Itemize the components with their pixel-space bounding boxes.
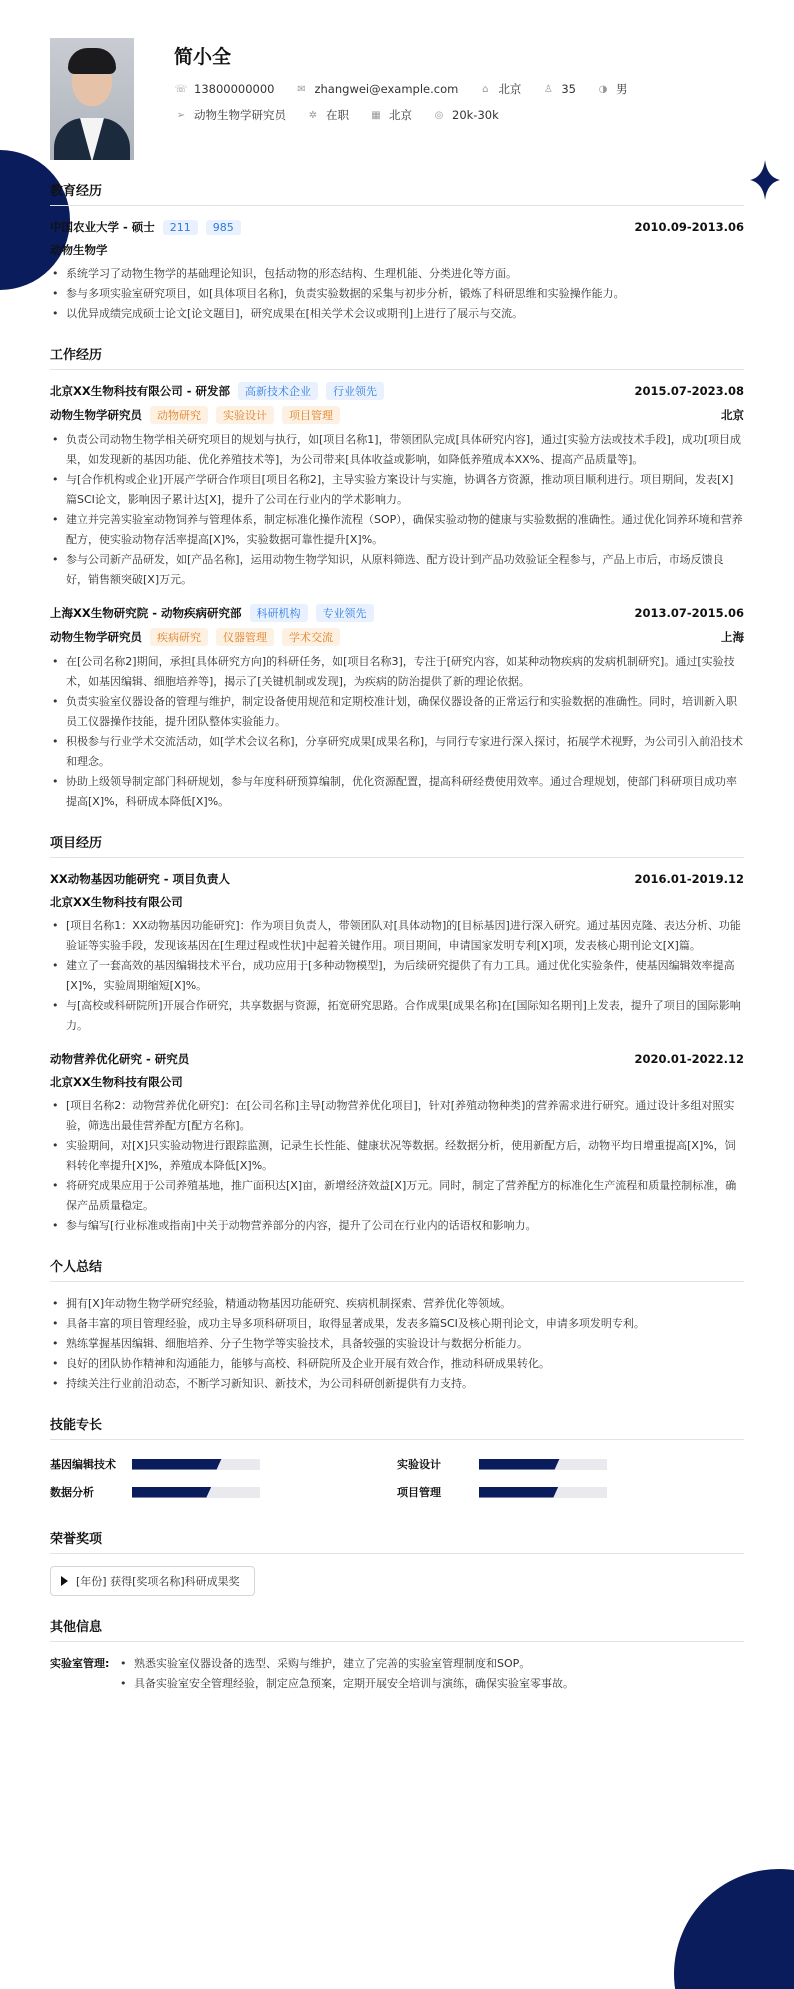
bullet-item: • 具备丰富的项目管理经验，成功主导多项科研项目，取得显著成果，发表多篇SCI及核心期刊论文，申请多项发明专利。 <box>50 1314 744 1334</box>
bullet-item: • 参与公司新产品研发，如[产品名称]，运用动物生物学知识，从原料筛选、配方设计到产品功效验证全程参与，产品上市后，市场反馈良好，销售额突破[X]万元。 <box>50 550 744 590</box>
play-triangle-icon <box>61 1576 68 1586</box>
date-range: 2010.09-2013.06 <box>634 220 744 234</box>
salary-icon: ◎ <box>434 109 444 121</box>
skills-section <box>50 1414 744 1508</box>
job-value: 动物生物学研究员 <box>194 108 286 122</box>
resume-header <box>50 38 744 160</box>
resume-page <box>50 38 744 1694</box>
tag: 项目管理 <box>282 406 340 424</box>
bullet-item: • 负责公司动物生物学相关研究项目的规划与执行，如[项目名称1]，带领团队完成[具体研究内容]，通过[实验方法或技术手段]，成功[项目成果，如发现新的基因功能、优化养殖技术等]，为公司带来[具体收益或影响，如降低养殖成本XX%、提高产品质量等]。 <box>50 430 744 470</box>
email-icon: ✉ <box>297 83 306 95</box>
project-name: XX动物基因功能研究 - 项目负责人 <box>50 872 231 886</box>
skill-bar <box>479 1487 607 1498</box>
education-section <box>50 180 744 324</box>
skill-item <box>50 1480 397 1504</box>
tag: 专业领先 <box>316 604 374 622</box>
bullet-item: • 负责实验室仪器设备的管理与维护，制定设备使用规范和定期校准计划，确保仪器设备的正常运行和实验数据的准确性。同时，培训新入职员工仪器操作技能，提升团队整体实验能力。 <box>50 692 744 732</box>
tag: 动物研究 <box>150 406 208 424</box>
date-range: 2013.07-2015.06 <box>634 606 744 620</box>
other-group <box>50 1654 744 1694</box>
bullet-item: • [项目名称2：动物营养优化研究]：在[公司名称]主导[动物营养优化项目]，针对[养殖动物种类]的营养需求进行研究。通过设计多组对照实验，筛选出最佳营养配方[配方名称]。 <box>50 1096 744 1136</box>
location: 上海 <box>721 630 744 644</box>
bullet-item: • 具备实验室安全管理经验，制定应急预案，定期开展安全培训与演练，确保实验室零事故。 <box>118 1674 744 1694</box>
skill-item <box>397 1452 744 1476</box>
profile-photo <box>50 38 134 160</box>
age-icon: ♙ <box>543 83 553 95</box>
salary-value: 20k-30k <box>452 108 499 122</box>
date-range: 2020.01-2022.12 <box>634 1052 744 1066</box>
tag: 行业领先 <box>326 382 384 400</box>
location: 北京 <box>721 408 744 422</box>
target-city-value: 北京 <box>389 108 412 122</box>
status-value: 在职 <box>326 108 349 122</box>
bullet-item: • 与[高校或科研院所]开展合作研究，共享数据与资源，拓宽研究思路。合作成果[成果名称]在[国际知名期刊]上发表，提升了项目的国际影响力。 <box>50 996 744 1036</box>
bullet-item: • 参与多项实验室研究项目，如[具体项目名称]，负责实验数据的采集与初步分析，锻炼了科研思维和实验操作能力。 <box>50 284 744 304</box>
tag: 985 <box>206 220 241 235</box>
bullet-item: • 积极参与行业学术交流活动，如[学术会议名称]，分享研究成果[成果名称]，与同行专家进行深入探讨，拓展学术视野，为公司引入前沿技术和理念。 <box>50 732 744 772</box>
tag: 科研机构 <box>250 604 308 622</box>
tag: 疾病研究 <box>150 628 208 646</box>
section-title: 个人总结 <box>50 1256 744 1282</box>
send-icon: ➢ <box>176 109 186 121</box>
bullet-item: • 系统学习了动物生物学的基础理论知识，包括动物的形态结构、生理机能、分类进化等方面。 <box>50 264 744 284</box>
bullet-item: • 协助上级领导制定部门科研规划，参与年度科研预算编制，优化资源配置，提高科研经费使用效率。通过合理规划，使部门科研项目成功率提高[X]%，科研成本降低[X]%。 <box>50 772 744 812</box>
sparkle-star-icon <box>750 160 780 200</box>
other-section <box>50 1616 744 1694</box>
skill-name: 基因编辑技术 <box>50 1458 116 1471</box>
basic-info <box>174 38 647 160</box>
section-title: 荣誉奖项 <box>50 1528 744 1554</box>
tag: 仪器管理 <box>216 628 274 646</box>
tag: 实验设计 <box>216 406 274 424</box>
gender-value: 男 <box>615 82 628 96</box>
section-title: 其他信息 <box>50 1616 744 1642</box>
skill-name: 数据分析 <box>50 1486 94 1499</box>
skill-item <box>397 1480 744 1504</box>
bullet-item: • 良好的团队协作精神和沟通能力，能够与高校、科研院所及企业开展有效合作，推动科研成果转化。 <box>50 1354 744 1374</box>
section-title: 工作经历 <box>50 344 744 370</box>
section-title: 技能专长 <box>50 1414 744 1440</box>
bullet-item: • 将研究成果应用于公司养殖基地，推广面积达[X]亩，新增经济效益[X]万元。同时，制定了营养配方的标准化生产流程和质量控制标准，确保产品质量稳定。 <box>50 1176 744 1216</box>
work-entry <box>50 382 744 590</box>
gear-icon: ✲ <box>308 109 318 121</box>
education-entry <box>50 218 744 324</box>
email-value: zhangwei@example.com <box>314 82 459 96</box>
skill-bar <box>132 1459 260 1470</box>
bullet-item: • 熟悉实验室仪器设备的选型、采购与维护，建立了完善的实验室管理制度和SOP。 <box>118 1654 744 1674</box>
other-label: 实验室管理: <box>50 1657 110 1670</box>
summary-section <box>50 1256 744 1394</box>
bullet-item: • 建立了一套高效的基因编辑技术平台，成功应用于[多种动物模型]，为后续研究提供了有力工具。通过优化实验条件，使基因编辑效率提高[X]%，实验周期缩短[X]%。 <box>50 956 744 996</box>
bullet-item: • 建立并完善实验室动物饲养与管理体系，制定标准化操作流程（SOP），确保实验动物的健康与实验数据的准确性。通过优化饲养环境和营养配方，使实验动物存活率提高[X]%，实验数据可靠性提升[X]%。 <box>50 510 744 550</box>
tag: 211 <box>163 220 198 235</box>
age-value: 35 <box>561 82 576 96</box>
bullet-item: • 在[公司名称2]期间，承担[具体研究方向]的科研任务，如[项目名称3]，专注于[研究内容，如某种动物疾病的发病机制研究]。通过[实验技术，如基因编辑、细胞培养等]，揭示了[关键机制或发现]，为疾病的防治提供了新的理论依据。 <box>50 652 744 692</box>
work-entry <box>50 604 744 812</box>
job-role: 动物生物学研究员 <box>50 408 142 422</box>
city-value: 北京 <box>498 82 522 96</box>
home-icon: ⌂ <box>482 83 489 95</box>
company-name: 上海XX生物研究院 - 动物疾病研究部 <box>50 606 242 620</box>
bullet-item: • 实验期间，对[X]只实验动物进行跟踪监测，记录生长性能、健康状况等数据。经数据分析，使用新配方后，动物平均日增重提高[X]%，饲料转化率提升[X]%，养殖成本降低[X]%。 <box>50 1136 744 1176</box>
major: 动物生物学 <box>50 243 108 257</box>
skill-bar <box>132 1487 260 1498</box>
candidate-name: 简小全 <box>174 46 232 68</box>
skill-bar-fill <box>132 1459 222 1470</box>
skill-item <box>50 1452 397 1476</box>
projects-section <box>50 832 744 1236</box>
building-icon: ▦ <box>371 109 381 121</box>
tag: 学术交流 <box>282 628 340 646</box>
bullet-item: • [项目名称1：XX动物基因功能研究]：作为项目负责人，带领团队对[具体动物]的[目标基因]进行深入研究。通过基因克隆、表达分析、功能验证等实验手段，发现该基因在[生理过程或性状]中起着关键作用。项目期间，申请国家发明专利[X]项，发表核心期刊论文[X]篇。 <box>50 916 744 956</box>
gender-icon: ◑ <box>598 83 608 95</box>
bullet-item: • 熟练掌握基因编辑、细胞培养、分子生物学等实验技术，具备较强的实验设计与数据分析能力。 <box>50 1334 744 1354</box>
project-org: 北京XX生物科技有限公司 <box>50 1075 183 1089</box>
award-item <box>50 1566 255 1596</box>
company-name: 北京XX生物科技有限公司 - 研发部 <box>50 384 231 398</box>
phone-icon: ☏ <box>174 83 188 95</box>
project-name: 动物营养优化研究 - 研究员 <box>50 1052 190 1066</box>
bullet-item: • 参与编写[行业标准或指南]中关于动物营养部分的内容，提升了公司在行业内的话语权和影响力。 <box>50 1216 744 1236</box>
work-section <box>50 344 744 812</box>
date-range: 2016.01-2019.12 <box>634 872 744 886</box>
skill-bar-fill <box>479 1487 558 1498</box>
job-role: 动物生物学研究员 <box>50 630 142 644</box>
section-title: 教育经历 <box>50 180 744 206</box>
skill-bar <box>479 1459 607 1470</box>
date-range: 2015.07-2023.08 <box>634 384 744 398</box>
project-entry <box>50 1050 744 1236</box>
bullet-item: • 持续关注行业前沿动态，不断学习新知识、新技术，为公司科研创新提供有力支持。 <box>50 1374 744 1394</box>
tag: 高新技术企业 <box>238 382 318 400</box>
project-org: 北京XX生物科技有限公司 <box>50 895 183 909</box>
bullet-item: • 拥有[X]年动物生物学研究经验，精通动物基因功能研究、疾病机制探索、营养优化等领域。 <box>50 1294 744 1314</box>
bullet-item: • 以优异成绩完成硕士论文[论文题目]，研究成果在[相关学术会议或期刊]上进行了展示与交流。 <box>50 304 744 324</box>
skill-bar-fill <box>132 1487 211 1498</box>
phone-value: 13800000000 <box>194 82 275 96</box>
skill-name: 项目管理 <box>397 1486 441 1499</box>
section-title: 项目经历 <box>50 832 744 858</box>
corner-decoration-bottom-right <box>674 1869 794 1989</box>
skill-name: 实验设计 <box>397 1458 441 1471</box>
award-text: [年份] 获得[奖项名称]科研成果奖 <box>76 1575 240 1588</box>
project-entry <box>50 870 744 1036</box>
school-name: 中国农业大学 - 硕士 <box>50 220 155 234</box>
skill-bar-fill <box>479 1459 560 1470</box>
honors-section <box>50 1528 744 1596</box>
bullet-item: • 与[合作机构或企业]开展产学研合作项目[项目名称2]，主导实验方案设计与实施，协调各方资源，推动项目顺利进行。项目期间，发表[X]篇SCI论文，影响因子累计达[X]，提升了公司在行业内的学术影响力。 <box>50 470 744 510</box>
